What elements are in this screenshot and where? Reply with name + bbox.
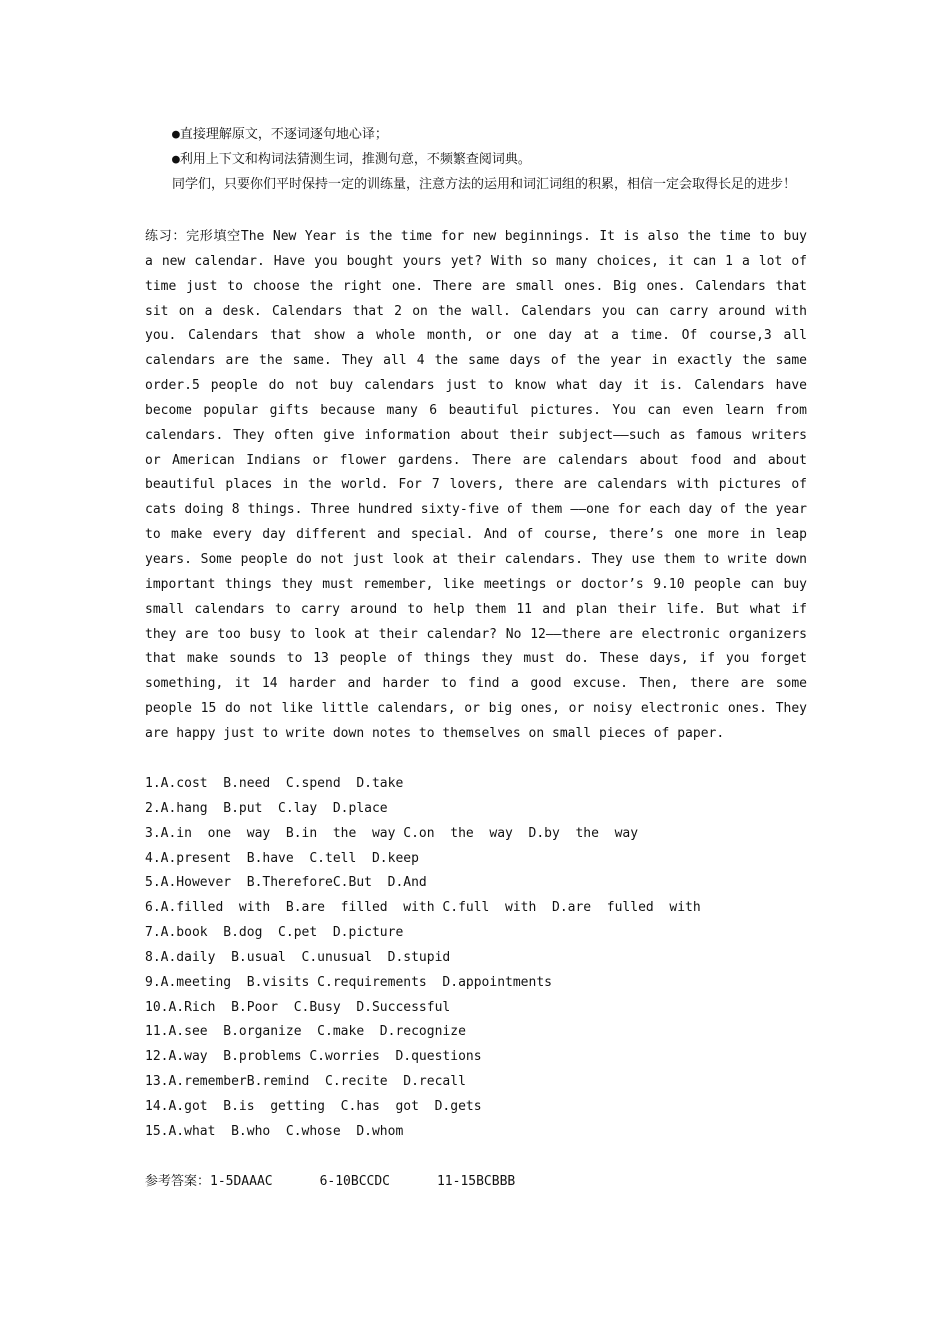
intro-bullet-2: ●利用上下文和构词法猜测生词，推测句意，不频繁查阅词典。 [172, 151, 531, 167]
intro-bullet-1: ●直接理解原文，不逐词逐句地心译； [172, 127, 388, 142]
option-row: 4.A.present B.have C.tell D.keep [145, 850, 419, 866]
option-row: 7.A.book B.dog C.pet D.picture [145, 925, 404, 941]
option-row: 12.A.way B.problems C.worries D.questions [145, 1049, 482, 1065]
intro-paragraph: 同学们，只要你们平时保持一定的训练量，注意方法的运用和词汇词组的积累，相信一定会取得长足的进步！ [172, 176, 797, 192]
intro-section [145, 123, 810, 197]
exercise-label: 练习：完形填空 [145, 229, 241, 244]
cloze-passage [145, 225, 807, 747]
options-list [145, 772, 807, 1145]
option-row: 1.A.cost B.need C.spend D.take [145, 776, 404, 791]
option-row: 6.A.filled with B.are filled with C.full with D.are fulled with [145, 900, 701, 916]
option-row: 8.A.daily B.usual C.unusual D.stupid [145, 949, 451, 965]
answer-key: 参考答案：1-5DAAAC 6-10BCCDC 11-15BCBBB [145, 1174, 516, 1189]
passage-paragraph [145, 225, 807, 747]
option-row: 9.A.meeting B.visits C.requirements D.appointments [145, 974, 552, 990]
option-row: 13.A.rememberB.remind C.recite D.recall [145, 1074, 466, 1090]
option-row: 3.A.in one way B.in the way C.on the way D.by the way [145, 825, 639, 841]
option-row: 11.A.see B.organize C.make D.recognize [145, 1024, 466, 1040]
option-row: 14.A.got B.is getting C.has got D.gets [145, 1098, 482, 1114]
passage-text: The New Year is the time for new beginnings. It is also the time to buy a new calendar. Have you bought yours yet? With so many choices, it can 1 a lot of time just to choose the right one. There are small ones. Big ones. Calendars that sit on a desk. Calendars that 2 on the wall. Calendars you can carry around with you. Calendars that show a whole month, or one day at a time. Of course,3 all calendars are the same. They all 4 the same days of the year in exactly the same order.5 people do not buy calendars just to know what day it is. Calendars have become popular gifts because many 6 beautiful pictures. You can even learn from calendars. They often give information about their subject——such as famous writers or American Indians or flower gardens. There are calendars about food and about beautiful places in the world. For 7 lovers, there are calendars with pictures of cats doing 8 things. Three hundred sixty-five of them ——one for each day of the year to make every day different and special. And of course, there’s one more in leap years. Some people do not just look at their calendars. They use them to write down important things they must remember, like meetings or doctor’s 9.10 people can buy small calendars to carry around to help them 11 and plan their life. But what if they are too busy to look at their calendar? No 12——there are electronic organizers that make sounds to 13 people of things they must do. These days, if you forget something, it 14 harder and harder to find a good excuse. Then, there are some people 15 do not like little calendars, or big ones, or noisy electronic ones. They are happy just to write down notes to themselves on small pieces of paper. [145, 229, 807, 741]
option-row: 2.A.hang B.put C.lay D.place [145, 800, 388, 816]
option-row: 5.A.However B.ThereforeC.But D.And [145, 875, 427, 891]
option-row: 10.A.Rich B.Poor C.Busy D.Successful [145, 999, 451, 1015]
option-row: 15.A.what B.who C.whose D.whom [145, 1123, 404, 1139]
